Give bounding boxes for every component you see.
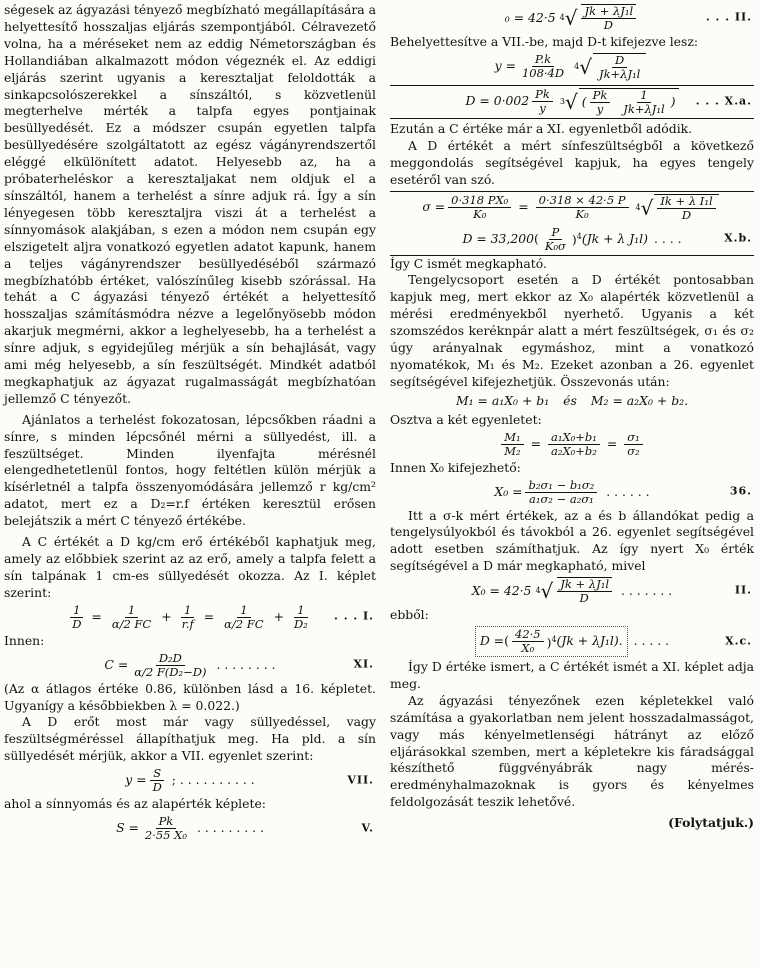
fraction-denominator: α/2 F(D₂−D)	[134, 664, 207, 679]
fraction-denominator: 108·4D	[521, 66, 565, 81]
fraction-denominator: y	[596, 101, 604, 116]
paragraph: Ajánlatos a terhelést fokozatosan, lépcsőkben ráadni a sínre, s minden lépcsőnél mérni a süllyedést, ill. a feszültséget. Minden ilyenfajta mérésnél elengedhetetlenül fontos, hogy feltétlen külön mérjük a kísérletnél a talpfa összenyomódására jellemző r kg/cm² adatot, mert ez a D₂=r.f értéken keresztül erősen belejátszik a mért C tényező értékébe.	[4, 411, 376, 529]
fraction-numerator: 0·318 × 42·5 P	[536, 194, 629, 208]
equation-lhs: X₀ =	[494, 483, 523, 499]
equation-tag: V.	[361, 821, 374, 835]
equation-M	[390, 391, 754, 412]
fraction-numerator: 1	[637, 89, 650, 103]
equation-lhs: D = 33,200	[462, 230, 535, 246]
paragraph: Így C ismét megkapható.	[390, 255, 547, 271]
fraction-denominator: Jk+λJ₁l	[623, 101, 665, 116]
equation-Xa: D = 0·002 $\frac{Pk}{y}$ $^3$√ ( $\frac{Pk}{y}$ $\frac{1}{\text{Jk+λJ₁l}}$ ) . . . X.a.	[390, 85, 754, 119]
paragraph: A D erőt most már vagy süllyedéssel, vagy feszültségméréssel állapíthatjuk meg. Ha pld. a sín süllyedését mérjük, akkor a VII. egyenlet szerint:	[4, 714, 376, 764]
innen-label: Innen:	[4, 632, 45, 648]
equation-Xc: D = ( $\frac{42\cdot 5}{\text{X₀}}$ )$^4$ (Jk + λJ₁l). . . . . . X.c.	[390, 624, 754, 659]
equation-tag: VII.	[347, 773, 374, 787]
fraction-numerator: P.k	[532, 53, 554, 67]
equation-tag: X.c.	[725, 634, 752, 648]
fraction-numerator: Pk	[590, 89, 611, 103]
radicand: Jk + λJ₁l	[557, 577, 612, 592]
equation-tag: . . . II.	[705, 10, 752, 24]
paragraph: Tengelycsoport esetén a D értékét pontosabban kapjuk meg, mert ekkor az X₀ alapérték közvetlenül a mérési eredményekből nyerhető. Ugyanis a két szomszédos keréknpár alatt a mért feszültségek, σ₁ és σ₂ úgy arányalnak egymáshoz, mint a vonatkozó nyomatékok, M₁ és M₂. Ezeket azonban a 26. egyenlet segítségével kifejezhetjük. Összevonás után:	[390, 272, 754, 389]
fraction-denominator: M₂	[504, 443, 521, 458]
fraction-denominator: a₁σ₂ − a₂σ₁	[528, 491, 594, 506]
fraction-denominator: a₂X₀+b₂	[551, 443, 597, 458]
equation-36	[390, 477, 754, 508]
equation-tag: X.b.	[724, 231, 752, 245]
paragraph: Innen X₀ kifejezhető:	[390, 459, 521, 475]
paragraph: ségesek az ágyazási tényező megbízható megállapítására a helyettesítő hosszaljas eljárás szempontjából. Célravezető volna, ha a méréseket nem az eddig Németországban és Hollandiában alkalmazott módon végeznék el. Az eddigi eljárás szerint ugyanis a keresztaljat feloldották a sinkapcsolószerekkel a sínszáltól, s közvetlenül megterhelve mérték a talpfa egyes pontjainak besüllyedését. Ez a módszer csupán egyetlen talpfa besüllyedésére szolgáltatott az egész vágányrendszertől eléggé elkülönített adatot. Helyesebb az, ha a próbaterheléskor a keresztaljakat nem oldjuk el a sínszáltól, hanem a terhelést a sínre adjuk rá. Így a sín lényegesen több keresztaljra viszi át a terhelést a sínnyomások alakjában, s ezen a módon nem csupán egy elszigetelt aljra vonatkozó egyetlen adatot kapunk, hanem a teljes vágányrendszer besüllyedéséből származó megbízhatóbb értéket, valószínűleg kisebb szórással. Ha tehát a C ágyazási tényező értékét a helyettesítő hosszaljas számításmódra nézve a legelőnyösebb módon akarjuk megmérni, akkor a leghelyesebb, ha a terhelést a sínre adjuk, s egyidejűleg mérjük a sín behajlását, vagy ami még helyesebb, a sín feszültségét. Mindkét adatból megkaphatjuk az ágyazat rugalmasságát megbízhatóan jellemző C tényezőt.	[4, 2, 376, 406]
paragraph: Behelyettesítve a VII.-be, majd D-t kifejezve lesz:	[390, 34, 699, 49]
equation-tag: . . . X.a.	[695, 94, 752, 108]
right-column	[390, 2, 754, 832]
fraction-denominator: D	[603, 18, 613, 32]
equation-lhs: y =	[125, 772, 147, 788]
fraction-numerator: D₂D	[156, 652, 185, 666]
fraction-numerator: b₂σ₁ − b₁σ₂	[525, 479, 597, 493]
leader-dots: . . . . . . . . .	[196, 820, 264, 836]
equation-tag: . . . I.	[334, 609, 374, 623]
radicand: Jk + λJ₁l	[581, 4, 636, 19]
paragraph: Így D értéke ismert, a C értékét ismét a XI. képlet adja meg.	[390, 659, 754, 691]
equation-lhs: y =	[494, 58, 516, 74]
equation-lhs: C =	[104, 656, 129, 672]
fraction-numerator: P	[549, 226, 563, 240]
leader-dots: . . . .	[653, 230, 682, 246]
equation-lhs: X₀ = 42·5	[471, 582, 532, 598]
equation-term: M₂ = a₂X₀ + b₂.	[590, 392, 689, 408]
fraction-numerator: Ik + λ I₁l	[657, 195, 715, 209]
fraction-denominator: σ₂	[627, 443, 640, 458]
fraction-denominator: D	[681, 207, 692, 222]
equation-XI	[4, 650, 376, 681]
conjunction: és	[563, 392, 577, 408]
fraction-denominator: Jk+λJ₁l	[598, 66, 641, 81]
left-column	[4, 2, 376, 844]
fraction-denominator: K₀	[473, 207, 487, 222]
equation-lhs: D =	[479, 633, 505, 649]
equation-sigma: σ = $\frac{\text{0·318 PX₀}}{\text{K₀}}$ = $\frac{0\cdot 318 \times 42\cdot 5 P}{\text{K₀}}$ $^4$√ $\frac{\text{Ik + λ I₁l}}{D}$	[390, 191, 754, 224]
ebbol-label: ebből:	[390, 607, 429, 623]
paragraph: A C értékét a D kg/cm erő értékéből kaphatjuk meg, amely az előbbiek szerint az az erő, amely a talpfa felett a sín talpának 1 cm-es süllyedését okozza. Az I. képlet szerint:	[4, 534, 376, 600]
fraction-denominator: X₀	[521, 641, 535, 656]
equation-term: (Jk + λ J₁l)	[581, 230, 648, 246]
equation-lhs: ₀ = 42·5	[504, 9, 556, 25]
fraction-denominator: K₀σ	[544, 238, 566, 253]
fraction-numerator: S	[150, 767, 164, 781]
paragraph: Itt a σ-k mért értékek, az a és b állandókat pedig a tengelysúlyokból és távokból a 26. egyenlet segítségével adott esetben számíthatjuk. Az így nyert X₀ érték segítségével a D már megkapható, mivel	[390, 507, 754, 574]
fraction-numerator: 42·5	[512, 628, 544, 642]
equation-term: (Jk + λJ₁l).	[556, 633, 623, 649]
equation-term: M₁ = a₁X₀ + b₁	[455, 392, 550, 408]
leader-dots: . . . . . . .	[621, 582, 673, 598]
paragraph: ahol a sínnyomás és az alapérték képlete:	[4, 796, 266, 812]
fraction-numerator: D	[612, 54, 627, 68]
paragraph: Az ágyazási tényezőnek ezen képletekkel való számítása a gyakorlatban nem jelent hosszadalmasságot, vagy más kényelmetlenségi hátrányt az előző eljárásokkal szemben, mert a képletekre kis fáradsággal készíthető függvényábrák nagy mérés-eredményhalmazoknak is gyors és kényelmes feldolgozását teszik lehetővé.	[390, 692, 754, 810]
fraction-denominator: K₀	[575, 207, 589, 222]
fraction-numerator: Pk	[532, 88, 553, 102]
equation-V	[4, 813, 376, 844]
equation-Xb: D = 33,200 ( $\frac{P}{\text{K₀σ}}$ )$^4$ (Jk + λ J₁l) . . . . X.b.	[390, 224, 754, 256]
equation-tag: XI.	[353, 657, 374, 671]
fraction-numerator: 0·318 PX₀	[448, 194, 511, 208]
equation-lhs: D = 0·002	[465, 93, 530, 109]
equation-lhs: σ =	[422, 199, 446, 215]
equation-II: X₀ = 42·5 $^4$√ $\frac{\text{Jk + λJ₁l}}{D}$ . . . . . . . II.	[471, 577, 752, 606]
equation-tag: II.	[734, 583, 752, 597]
fraction-denominator: 2·55 X₀	[144, 828, 187, 843]
leader-dots: ; . . . . . . . . . .	[171, 772, 255, 788]
fraction-denominator: D	[579, 591, 589, 606]
equation-tag: 36.	[729, 484, 752, 498]
paragraph: (Az α átlagos értéke 0.86, különben lásd a 16. képletet. Ugyanígy a későbbiekben λ = 0.022.)	[4, 680, 376, 713]
equation-division: $\frac{\text{M₁}}{\text{M₂}}$ = $\frac{\text{a₁X₀+b₁}}{\text{a₂X₀+b₂}}$ = $\frac{\text{σ₁}}{\text{σ₂}}$	[390, 429, 754, 460]
equation-VII	[4, 765, 376, 796]
fraction-denominator: D	[152, 780, 162, 795]
equation-y: y = $\frac{P.k}{108\cdot 4D}$ $^4$√ $\frac{D}{\text{Jk+λJ₁l}}$	[390, 51, 754, 83]
fraction-numerator: M₁	[501, 431, 523, 445]
continuation-note: (Folytatjuk.)	[668, 815, 754, 831]
paragraph: A D értékét a mért sínfeszültségből a következő meggondolás segítségével kapjuk, ha egyes tengely esetéről van szó.	[390, 137, 754, 187]
leader-dots: . . . . .	[633, 633, 670, 649]
equation-II-top: ₀ = 42·5 $^4$√ $\frac{\text{Jk + λJ₁l}}{D}$ . . . II.	[504, 4, 752, 32]
fraction-numerator: Pk	[156, 815, 177, 829]
leader-dots: . . . . . .	[606, 483, 650, 499]
fraction-denominator: y	[539, 101, 546, 116]
fraction-numerator: σ₁	[624, 431, 642, 445]
fraction-numerator: a₁X₀+b₁	[548, 431, 600, 445]
equation-lhs: S =	[116, 820, 139, 836]
paragraph: Osztva a két egyenletet:	[390, 411, 542, 427]
leader-dots: . . . . . . . .	[216, 656, 276, 672]
paragraph: Ezután a C értéke már a XI. egyenletből adódik.	[390, 120, 693, 136]
equation-I: $\frac{1}{D}$ = $\frac{1}{\alpha/2 FC}$ + $\frac{1}{r.f}$ = $\frac{1}{\alpha/2 FC}$ + $\frac{1}{\text{D₂}}$ . . . I.	[4, 602, 376, 633]
